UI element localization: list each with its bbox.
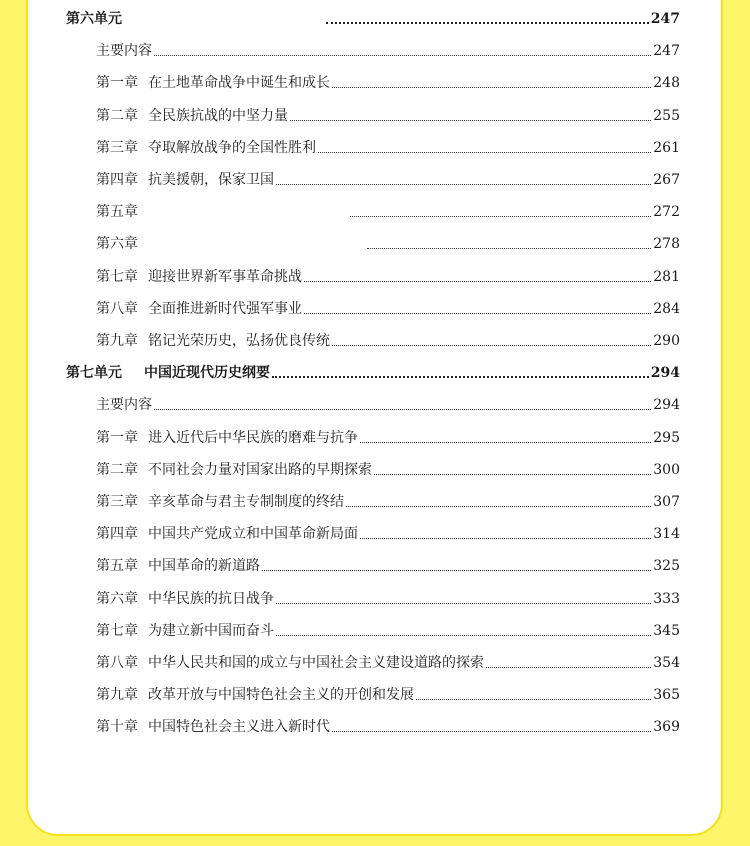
toc-page-number: 307 bbox=[653, 494, 680, 510]
toc-entry-number: 第四章 bbox=[96, 172, 138, 188]
toc-chapter-entry[interactable] bbox=[96, 268, 680, 286]
toc-page-number: 281 bbox=[653, 268, 680, 285]
toc-chapter-entry[interactable] bbox=[96, 429, 680, 447]
toc-leader-dots bbox=[276, 183, 651, 185]
toc-entry-title: 抗美援朝，保家卫国 bbox=[148, 172, 274, 188]
toc-entry-title: 全民族抗战的中坚力量 bbox=[148, 107, 288, 124]
toc-chapter-entry[interactable] bbox=[96, 525, 680, 543]
toc-entry-number: 第七单元 bbox=[66, 365, 122, 382]
toc-page-number: 369 bbox=[653, 719, 680, 736]
toc-entry-number: 第二章 bbox=[96, 107, 138, 124]
toc-entry-number: 第六章 bbox=[96, 590, 138, 607]
toc-entry-title: 在土地革命战争中诞生和成长 bbox=[148, 75, 330, 92]
toc-chapter-entry[interactable] bbox=[96, 42, 680, 60]
toc-leader-dots bbox=[332, 86, 651, 88]
toc-page-number: 345 bbox=[653, 622, 680, 639]
toc-chapter-entry[interactable] bbox=[96, 590, 680, 608]
toc-leader-dots bbox=[318, 151, 651, 153]
toc-leader-dots bbox=[326, 21, 649, 24]
toc-leader-dots bbox=[332, 730, 651, 732]
toc-entry-title: 主要内容 bbox=[96, 43, 152, 60]
toc-chapter-entry[interactable] bbox=[96, 171, 680, 189]
toc-entry-title: 中国革命的新道路 bbox=[148, 558, 260, 575]
toc-page-number: 300 bbox=[653, 461, 680, 478]
toc-entry-number: 第六单元 bbox=[66, 11, 122, 27]
toc-leader-dots bbox=[332, 344, 651, 346]
toc-entry-title: 全面推进新时代强军事业 bbox=[148, 300, 302, 317]
toc-page-number: 248 bbox=[653, 75, 680, 92]
toc-leader-dots bbox=[374, 473, 651, 475]
toc-page-number: 295 bbox=[653, 429, 680, 446]
toc-page-number: 365 bbox=[653, 687, 680, 704]
toc-leader-dots bbox=[154, 54, 651, 56]
toc-entry-number: 第七章 bbox=[96, 622, 138, 639]
toc-chapter-entry[interactable] bbox=[96, 203, 680, 221]
toc-page-number: 354 bbox=[653, 655, 680, 671]
toc-chapter-entry[interactable] bbox=[96, 686, 680, 704]
toc-chapter-entry[interactable] bbox=[96, 107, 680, 125]
toc-leader-dots bbox=[304, 280, 651, 282]
toc-entry-title: 中国特色社会主义进入新时代 bbox=[148, 719, 330, 736]
toc-leader-dots bbox=[360, 537, 651, 539]
page-card bbox=[26, 0, 723, 836]
toc-page-number: 278 bbox=[653, 236, 680, 253]
toc-leader-dots bbox=[486, 666, 651, 668]
toc-chapter-entry[interactable] bbox=[96, 300, 680, 318]
toc-entry-title: 为建立新中国而奋斗 bbox=[148, 622, 274, 639]
toc-entry-title: 中国共产党成立和中国革命新局面 bbox=[148, 526, 358, 543]
toc-chapter-entry[interactable] bbox=[96, 332, 680, 350]
toc-entry-number: 第九章 bbox=[96, 333, 138, 349]
toc-chapter-entry[interactable] bbox=[96, 235, 680, 253]
toc-entry-number: 第一章 bbox=[96, 75, 138, 92]
toc-leader-dots bbox=[346, 505, 651, 507]
toc-entry-title: 辛亥革命与君主专制制度的终结 bbox=[148, 494, 344, 510]
toc-entry-number: 第十章 bbox=[96, 719, 138, 736]
toc-chapter-entry[interactable] bbox=[96, 396, 680, 414]
toc-unit-entry[interactable] bbox=[66, 364, 680, 382]
toc-entry-title: 铭记光荣历史，弘扬优良传统 bbox=[148, 333, 330, 349]
toc-chapter-entry[interactable] bbox=[96, 461, 680, 479]
toc-page-number: 314 bbox=[653, 526, 680, 543]
toc-chapter-entry[interactable] bbox=[96, 718, 680, 736]
toc-entry-title: 中国近现代历史纲要 bbox=[144, 365, 270, 382]
toc-chapter-entry[interactable] bbox=[96, 622, 680, 640]
toc-entry-number: 第八章 bbox=[96, 655, 138, 671]
toc-entry-title: 中华人民共和国的成立与中国社会主义建设道路的探索 bbox=[148, 655, 484, 671]
toc-entry-number: 第一章 bbox=[96, 429, 138, 446]
toc-page-number: 247 bbox=[650, 11, 680, 27]
toc-leader-dots bbox=[262, 569, 651, 571]
toc-entry-title: 主要内容 bbox=[96, 397, 152, 414]
toc-page-number: 255 bbox=[653, 107, 680, 124]
toc-leader-dots bbox=[304, 312, 651, 314]
toc-leader-dots bbox=[154, 408, 651, 410]
toc-page-number: 294 bbox=[653, 397, 680, 414]
toc-page-number: 333 bbox=[653, 590, 680, 607]
toc-leader-dots bbox=[276, 602, 651, 604]
toc-page-number: 325 bbox=[653, 558, 680, 575]
toc-entry-title: 改革开放与中国特色社会主义的开创和发展 bbox=[148, 687, 414, 704]
toc-chapter-entry[interactable] bbox=[96, 74, 680, 92]
toc-leader-dots bbox=[360, 441, 651, 443]
toc-entry-number: 第九章 bbox=[96, 687, 138, 704]
toc-page-number: 261 bbox=[653, 139, 680, 156]
toc-page-number: 267 bbox=[653, 172, 680, 188]
toc-entry-number: 第七章 bbox=[96, 268, 138, 285]
toc-entry-number: 第四章 bbox=[96, 526, 138, 543]
toc-chapter-entry[interactable] bbox=[96, 654, 680, 672]
toc-page-number: 247 bbox=[653, 43, 680, 60]
toc-entry-title: 迎接世界新军事革命挑战 bbox=[148, 268, 302, 285]
toc-entry-title: 夺取解放战争的全国性胜利 bbox=[148, 139, 316, 156]
toc-entry-title: 中华民族的抗日战争 bbox=[148, 590, 274, 607]
toc-page-number: 290 bbox=[653, 333, 680, 349]
toc-entry-number: 第八章 bbox=[96, 300, 138, 317]
toc-chapter-entry[interactable] bbox=[96, 139, 680, 157]
toc-page-number: 284 bbox=[653, 300, 680, 317]
toc-entry-number: 第六章 bbox=[96, 236, 138, 253]
toc-entry-number: 第三章 bbox=[96, 139, 138, 156]
toc-leader-dots bbox=[416, 698, 651, 700]
toc-page-number: 294 bbox=[650, 365, 680, 382]
toc-entry-title: 不同社会力量对国家出路的早期探索 bbox=[148, 461, 372, 478]
toc-leader-dots bbox=[350, 215, 651, 217]
toc-chapter-entry[interactable] bbox=[96, 557, 680, 575]
toc-unit-entry[interactable] bbox=[66, 10, 680, 28]
toc-chapter-entry[interactable] bbox=[96, 493, 680, 511]
toc-entry-number: 第五章 bbox=[96, 204, 138, 221]
toc-entry-title: 进入近代后中华民族的磨难与抗争 bbox=[148, 429, 358, 446]
toc-leader-dots bbox=[276, 634, 651, 636]
toc-entry-number: 第五章 bbox=[96, 558, 138, 575]
toc-page-number: 272 bbox=[653, 204, 680, 221]
toc-entry-number: 第三章 bbox=[96, 494, 138, 510]
toc-leader-dots bbox=[367, 247, 651, 249]
toc-leader-dots bbox=[272, 375, 649, 378]
toc-leader-dots bbox=[290, 119, 651, 121]
toc-entry-number: 第二章 bbox=[96, 461, 138, 478]
